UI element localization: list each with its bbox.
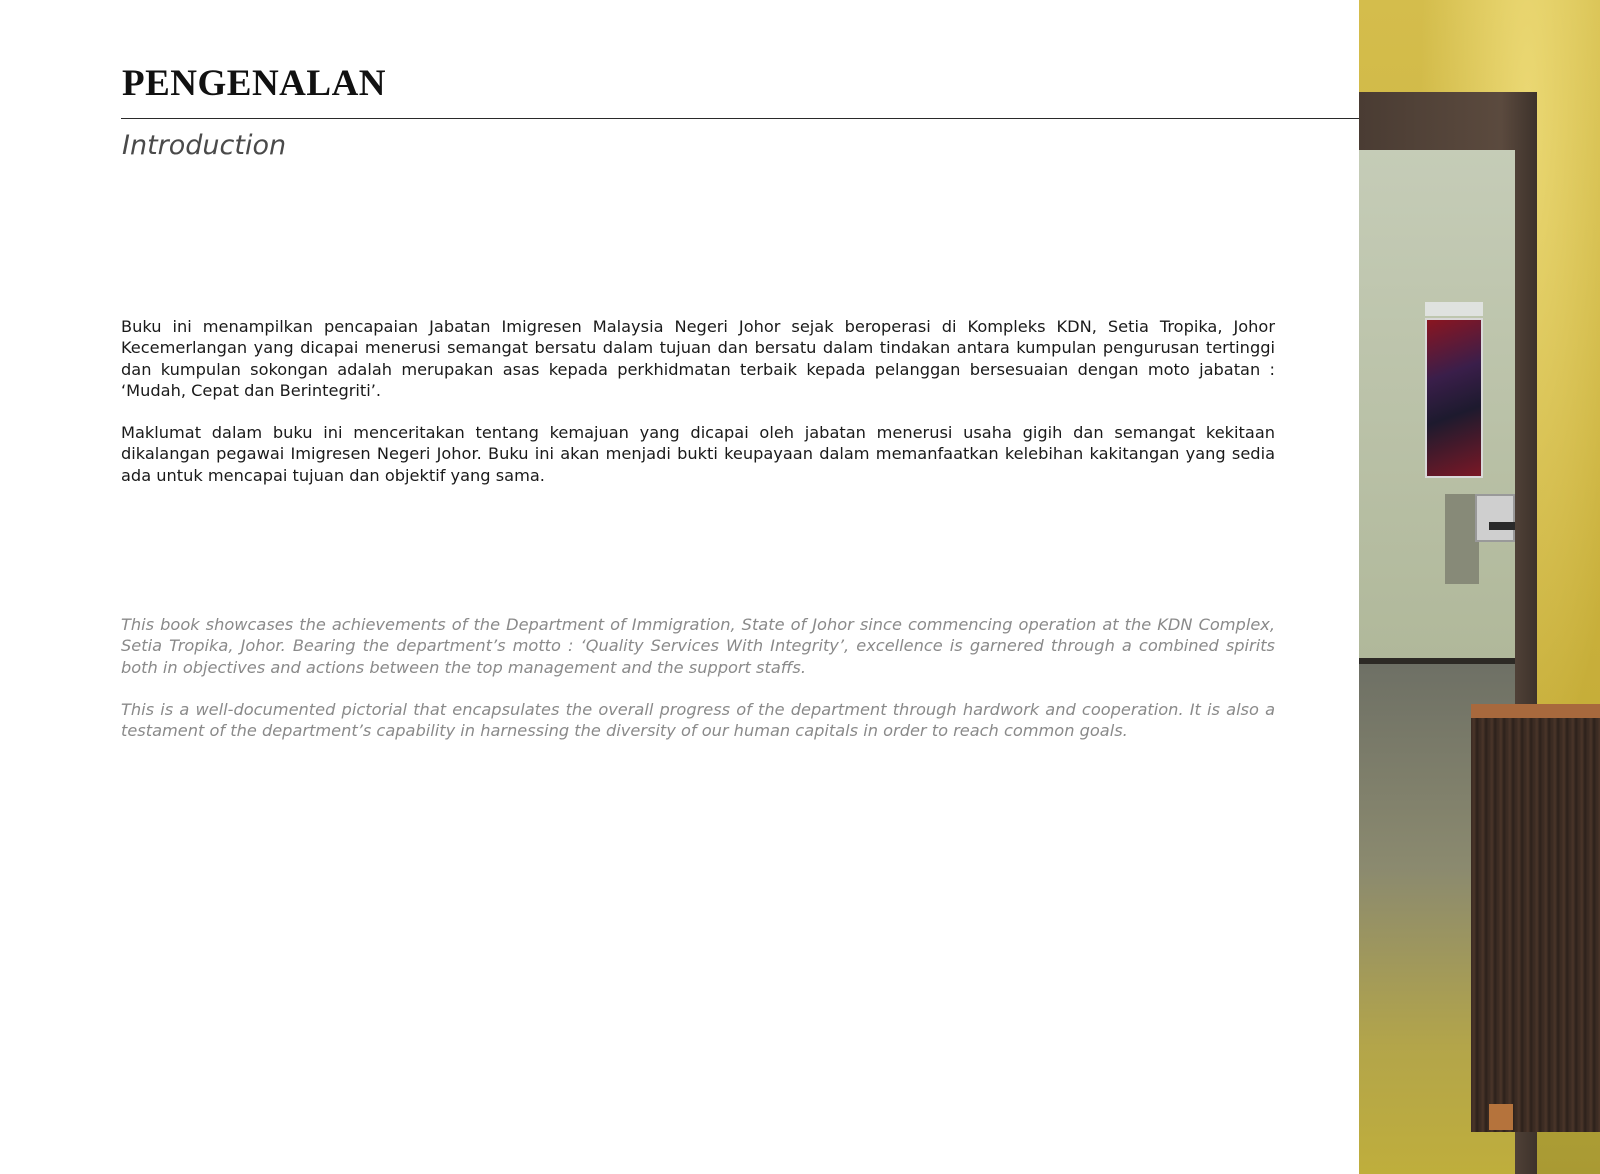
malay-paragraph-2: Maklumat dalam buku ini menceritakan tentang kemajuan yang dicapai oleh jabatan menerusi usaha gigih dan semangat kekitaan dikalangan pegawai Imigresen Negeri Johor. Buku ini akan menjadi bukti keupayaan dalam memanfaatkan kelebihan kakitangan yang sedia ada untuk mencapai tujuan dan objektif yang sama. [121,423,1275,485]
english-paragraph-1: This book showcases the achievements of the Department of Immigration, State of Johor since commencing operation at the KDN Complex, Setia Tropika, Johor. Bearing the department’s motto : ‘Quality Services With Integrity’, excellence is garnered through a combined spirits both in objectives and actions between the top management and the support staffs. [121,615,1275,677]
photo-sign [1475,494,1515,542]
malay-text-block [121,316,1275,507]
office-doorway-photo [1359,0,1600,1174]
photo-cabinet [1471,718,1600,1132]
photo-cabinet-foot [1489,1104,1513,1130]
photo-poster-holder [1425,302,1483,316]
photo-ledge [1445,494,1479,584]
english-text-block [121,614,1275,762]
page-subtitle: Introduction [122,130,287,161]
page-title: PENGENALAN [122,63,387,104]
english-paragraph-2: This is a well-documented pictorial that encapsulates the overall progress of the department through hardwork and cooperation. It is also a testament of the department’s capability in harnessing the diversity of our human capitals in order to reach common goals. [121,699,1275,741]
photo-sign-label [1489,522,1515,530]
photo-poster [1425,318,1483,478]
malay-paragraph-1: Buku ini menampilkan pencapaian Jabatan Imigresen Malaysia Negeri Johor sejak beroperasi di Kompleks KDN, Setia Tropika, Johor Kecemerlangan yang dicapai menerusi semangat bersatu dalam tujuan dan bersatu dalam tindakan antara kumpulan pengurusan tertinggi dan kumpulan sokongan adalah merupakan asas kepada perkhidmatan terbaik kepada pelanggan bersesuaian dengan moto jabatan : ‘Mudah, Cepat dan Berintegriti’. [121,317,1275,400]
title-divider [121,118,1359,119]
